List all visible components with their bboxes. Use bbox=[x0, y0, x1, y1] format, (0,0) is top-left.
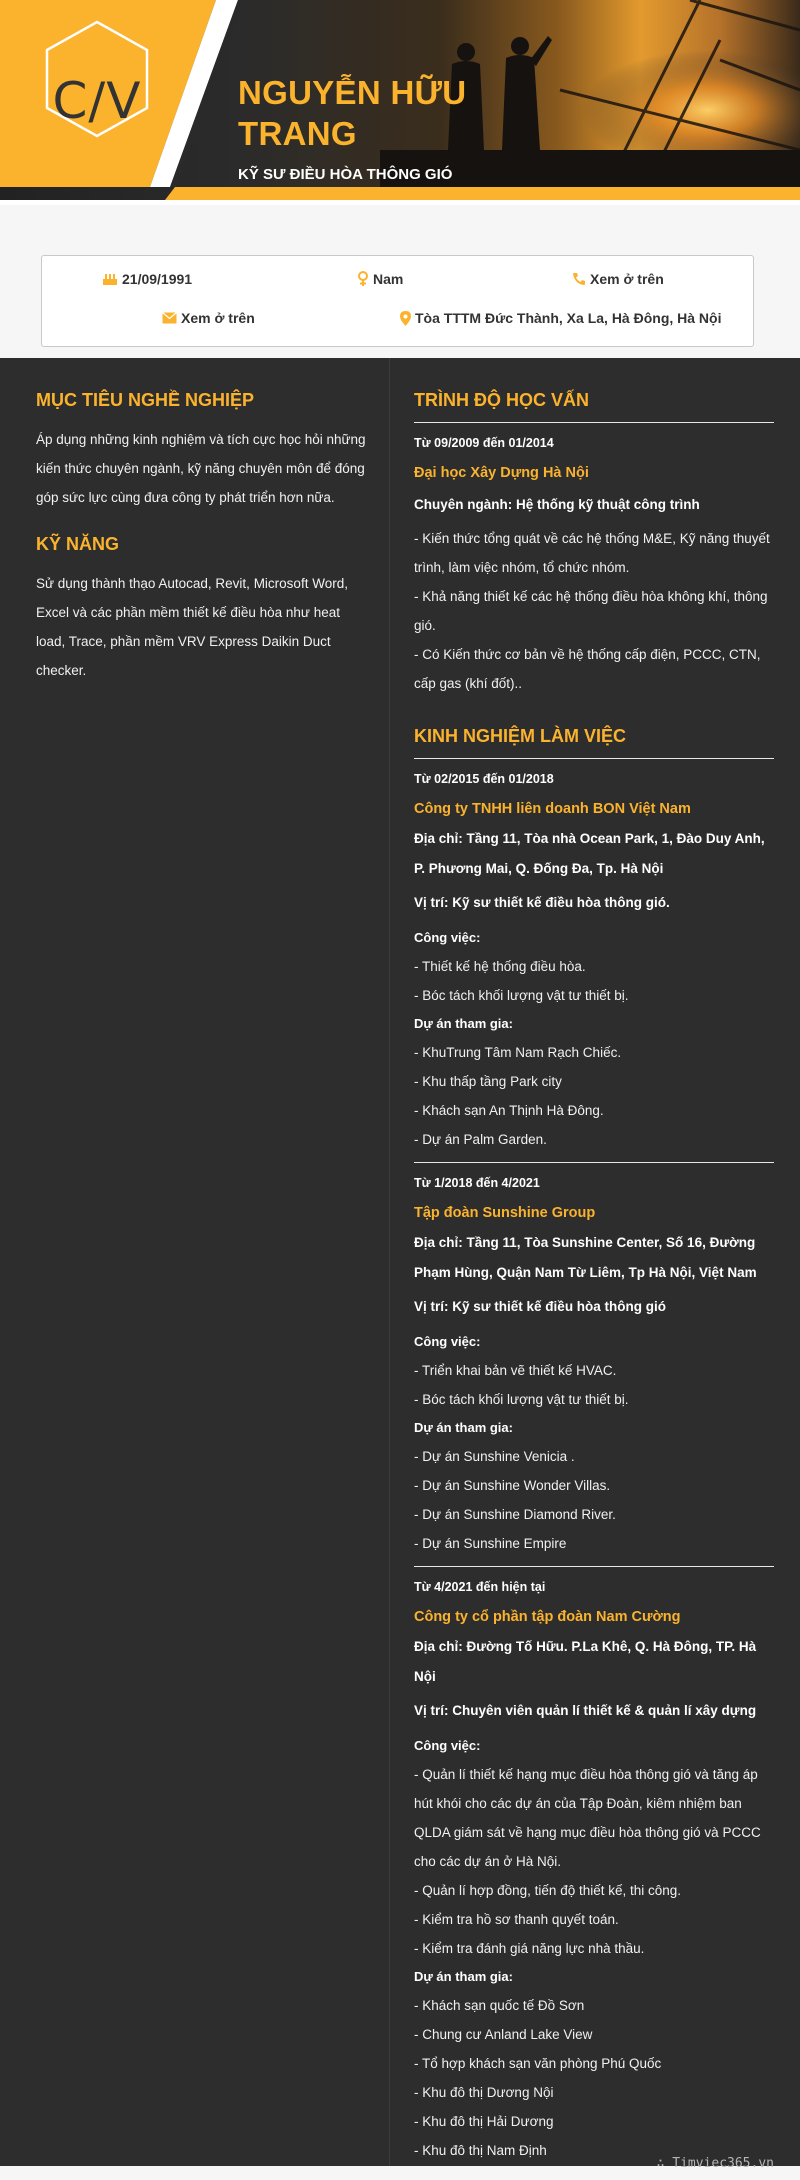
candidate-name bbox=[238, 72, 538, 154]
cake-icon bbox=[102, 272, 118, 286]
job-address: Địa chỉ: Tầng 11, Tòa nhà Ocean Park, 1, Đào Duy Anh, P. Phương Mai, Q. Đống Đa, Tp. Hà Nội bbox=[414, 831, 765, 876]
education-period: Từ 09/2009 đến 01/2014 bbox=[414, 436, 554, 450]
job-projects-label: Dự án tham gia: bbox=[414, 1016, 513, 1031]
list-item: - Tổ hợp khách sạn văn phòng Phú Quốc bbox=[414, 2056, 662, 2071]
education-school: Đại học Xây Dựng Hà Nội bbox=[414, 465, 589, 481]
right-column bbox=[414, 388, 774, 2165]
objective-text: Áp dụng những kinh nghiệm và tích cực học hỏi những kiến thức chuyên ngành, kỹ năng chuyên môn để đóng góp sức lực cùng đưa công ty phát triển hơn nữa. bbox=[36, 432, 366, 505]
list-item: - Có Kiến thức cơ bản về hệ thống cấp điện, PCCC, CTN, cấp gas (khí đốt).. bbox=[414, 647, 761, 691]
skills-title: KỸ NĂNG bbox=[36, 534, 120, 554]
list-item: - Khu thấp tầng Park city bbox=[414, 1074, 562, 1089]
cv-body bbox=[0, 358, 800, 2166]
education-details bbox=[414, 524, 774, 698]
birthday-value: 21/09/1991 bbox=[122, 271, 193, 287]
job-tasks-label: Công việc: bbox=[414, 1738, 481, 1753]
list-item: - KhuTrung Tâm Nam Rạch Chiếc. bbox=[414, 1045, 622, 1060]
list-item: - Kiểm tra đánh giá năng lực nhà thầu. bbox=[414, 1941, 645, 1956]
envelope-icon bbox=[162, 312, 177, 324]
list-item: - Khu đô thị Nam Định bbox=[414, 2143, 547, 2158]
list-item: - Khách sạn An Thịnh Hà Đông. bbox=[414, 1103, 604, 1118]
contact-info-box bbox=[41, 255, 754, 347]
phone-value: Xem ở trên bbox=[590, 271, 664, 287]
column-divider bbox=[389, 358, 390, 2166]
job-entry bbox=[414, 769, 774, 1154]
job-company: Công ty cổ phần tập đoàn Nam Cường bbox=[414, 1609, 681, 1625]
list-item: - Khu đô thị Hải Dương bbox=[414, 2114, 554, 2129]
job-company: Công ty TNHH liên doanh BON Việt Nam bbox=[414, 801, 691, 817]
job-tasks-label: Công việc: bbox=[414, 930, 481, 945]
education-title: TRÌNH ĐỘ HỌC VẤN bbox=[414, 388, 774, 423]
list-item: - Chung cư Anland Lake View bbox=[414, 2027, 593, 2042]
name-line-1: NGUYỄN HỮU bbox=[238, 74, 467, 111]
job-address: Địa chỉ: Đường Tố Hữu. P.La Khê, Q. Hà Đông, TP. Hà Nội bbox=[414, 1639, 757, 1684]
list-item: - Bóc tách khối lượng vật tư thiết bị. bbox=[414, 988, 629, 1003]
list-item: - Dự án Sunshine Wonder Villas. bbox=[414, 1478, 611, 1493]
experience-title: KINH NGHIỆM LÀM VIỆC bbox=[414, 724, 774, 759]
cv-header bbox=[0, 0, 800, 205]
watermark: ∴ Timviec365.vn bbox=[656, 2156, 774, 2171]
list-item: - Thiết kế hệ thống điều hòa. bbox=[414, 959, 586, 974]
email-value: Xem ở trên bbox=[181, 310, 255, 326]
job-separator bbox=[414, 1162, 774, 1163]
list-item: - Dự án Sunshine Venicia . bbox=[414, 1449, 575, 1464]
list-item: - Dự án Sunshine Diamond River. bbox=[414, 1507, 616, 1522]
job-title: KỸ SƯ ĐIỀU HÒA THÔNG GIÓ bbox=[238, 166, 453, 183]
address-value: Tòa TTTM Đức Thành, Xa La, Hà Đông, Hà Nội bbox=[415, 310, 722, 326]
list-item: - Bóc tách khối lượng vật tư thiết bị. bbox=[414, 1392, 629, 1407]
list-item: - Quản lí thiết kế hạng mục điều hòa thông gió và tăng áp hút khói cho các dự án của Tập Đoàn, kiêm nhiệm ban QLDA giám sát về hạng mục điều hòa thông gió và PCCC cho các dự án ở Hà Nội. bbox=[414, 1767, 761, 1869]
job-period: Từ 4/2021 đến hiện tại bbox=[414, 1580, 546, 1594]
job-address: Địa chỉ: Tầng 11, Tòa Sunshine Center, Số 16, Đường Phạm Hùng, Quận Nam Từ Liêm, Tp Hà Nội, Việt Nam bbox=[414, 1235, 757, 1280]
email-info bbox=[162, 310, 255, 326]
list-item: - Khu đô thị Dương Nội bbox=[414, 2085, 554, 2100]
gender-icon bbox=[357, 271, 369, 287]
list-item: - Khách sạn quốc tế Đồ Sơn bbox=[414, 1998, 585, 2013]
job-position: Vị trí: Chuyên viên quản lí thiết kế & quản lí xây dựng bbox=[414, 1703, 757, 1718]
list-item: - Dự án Sunshine Empire bbox=[414, 1536, 567, 1551]
list-item: - Kiến thức tổng quát về các hệ thống M&E, Kỹ năng thuyết trình, làm việc nhóm, tổ chức nhóm. bbox=[414, 531, 770, 575]
list-item: - Triển khai bản vẽ thiết kế HVAC. bbox=[414, 1363, 617, 1378]
list-item: - Khả năng thiết kế các hệ thống điều hòa không khí, thông gió. bbox=[414, 589, 768, 633]
skills-text: Sử dụng thành thạo Autocad, Revit, Microsoft Word, Excel và các phần mềm thiết kế điều hòa như heat load, Trace, phần mềm VRV Express Daikin Duct checker. bbox=[36, 576, 348, 678]
job-entry bbox=[414, 1173, 774, 1558]
job-period: Từ 02/2015 đến 01/2018 bbox=[414, 772, 554, 786]
list-item: - Dự án Palm Garden. bbox=[414, 1132, 547, 1147]
job-company: Tập đoàn Sunshine Group bbox=[414, 1205, 596, 1221]
job-projects-label: Dự án tham gia: bbox=[414, 1420, 513, 1435]
job-tasks-label: Công việc: bbox=[414, 1334, 481, 1349]
map-pin-icon bbox=[400, 311, 411, 326]
left-column bbox=[36, 388, 366, 685]
gender-info bbox=[357, 271, 403, 287]
education-major: Chuyên ngành: Hệ thống kỹ thuật công trình bbox=[414, 497, 700, 512]
job-separator bbox=[414, 1566, 774, 1567]
job-position: Vị trí: Kỹ sư thiết kế điều hòa thông gió. bbox=[414, 895, 670, 910]
list-item: - Quản lí hợp đồng, tiến độ thiết kế, thi công. bbox=[414, 1883, 682, 1898]
job-period: Từ 1/2018 đến 4/2021 bbox=[414, 1176, 540, 1190]
phone-icon bbox=[572, 272, 586, 286]
objective-title: MỤC TIÊU NGHỀ NGHIỆP bbox=[36, 390, 255, 410]
job-position: Vị trí: Kỹ sư thiết kế điều hòa thông gió bbox=[414, 1299, 667, 1314]
list-item: - Kiểm tra hồ sơ thanh quyết toán. bbox=[414, 1912, 619, 1927]
job-entry bbox=[414, 1577, 774, 2165]
birthday-info bbox=[102, 271, 192, 287]
logo-text: C/V bbox=[52, 72, 142, 130]
phone-info bbox=[572, 271, 664, 287]
name-line-2: TRANG bbox=[238, 115, 357, 152]
address-info bbox=[400, 310, 721, 326]
job-projects-label: Dự án tham gia: bbox=[414, 1969, 513, 1984]
gender-value: Nam bbox=[373, 271, 404, 287]
